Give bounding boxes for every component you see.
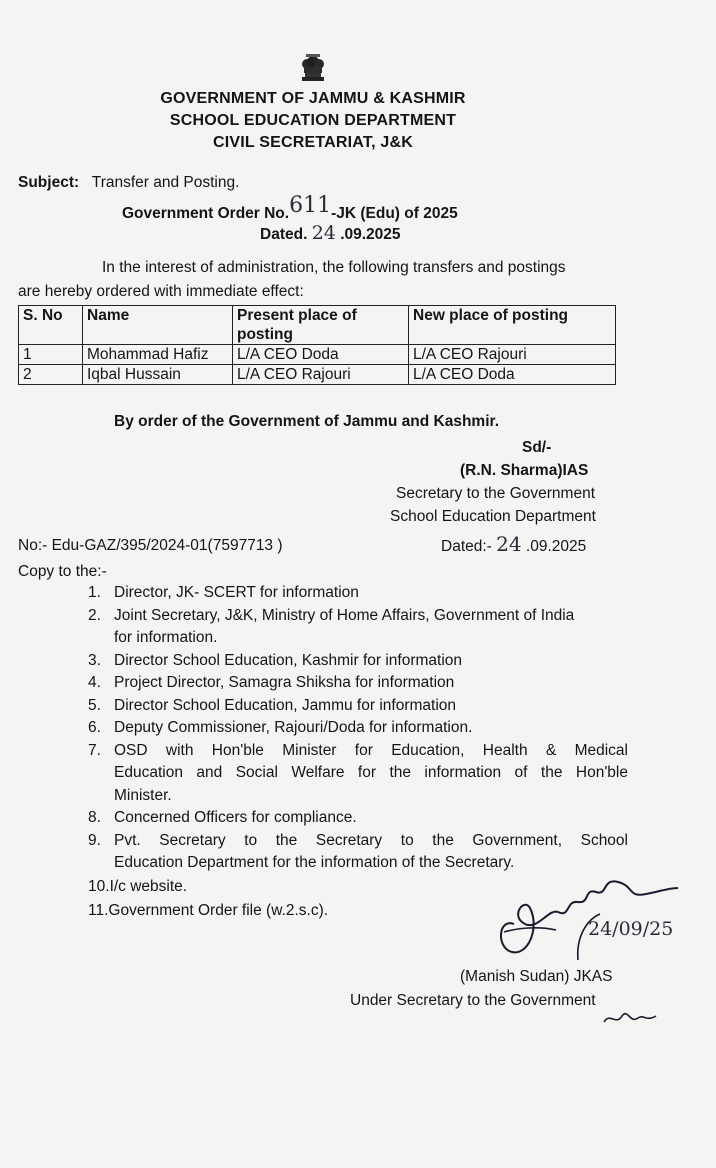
list-item-text: Deputy Commissioner, Rajouri/Doda for information.	[114, 719, 473, 736]
header-line-3: CIVIL SECRETARIAT, J&K	[213, 134, 413, 151]
list-item-text: Education and Social Welfare for the information of the Hon'ble	[114, 764, 628, 781]
col-header-sno: S. No	[19, 306, 83, 345]
copy-to-heading: Copy to the:-	[18, 563, 107, 580]
header-line-1: GOVERNMENT OF JAMMU & KASHMIR	[160, 90, 466, 107]
list-item-text: for information.	[114, 629, 218, 646]
subject	[18, 174, 239, 192]
list-item-text: Joint Secretary, J&K, Ministry of Home Affairs, Government of India	[114, 606, 575, 624]
list-item	[88, 717, 628, 740]
order-dated-prefix: Dated.	[260, 226, 308, 243]
table-row	[19, 365, 616, 385]
cell-present-posting: L/A CEO Doda	[233, 345, 409, 365]
list-item	[88, 807, 628, 830]
list-item-number: 9.	[88, 831, 101, 849]
cell-sno: 1	[19, 345, 83, 365]
col-header-name: Name	[83, 306, 233, 345]
list-item-number: 8.	[88, 809, 101, 826]
transfer-table	[18, 305, 616, 385]
list-item-number: 3.	[88, 651, 101, 669]
col-header-new-posting: New place of posting	[409, 306, 616, 345]
signatory-name: (R.N. Sharma)IAS	[460, 462, 589, 479]
header-line-2: SCHOOL EDUCATION DEPARTMENT	[169, 112, 457, 129]
list-item	[88, 740, 628, 808]
list-item-text: Director School Education, Jammu for information	[114, 696, 457, 714]
list-item	[88, 605, 628, 650]
col-header-present-posting: Present place of posting	[233, 306, 409, 345]
list-item-text: Director School Education, Kashmir for information	[114, 651, 463, 669]
signatory-sd: Sd/-	[522, 439, 552, 456]
list-item-number: 1.	[88, 584, 101, 601]
under-secretary-designation: Under Secretary to the Government	[350, 992, 596, 1009]
by-order-line: By order of the Government of Jammu and Kashmir.	[114, 413, 499, 430]
signatory-date	[441, 532, 586, 556]
list-item	[88, 695, 628, 718]
subject-text: Transfer and Posting.	[91, 174, 240, 191]
cell-name: Mohammad Hafiz	[83, 345, 233, 365]
cell-new-posting: L/A CEO Doda	[409, 365, 616, 385]
national-emblem-icon	[296, 50, 330, 84]
list-item-text: Minister.	[114, 786, 172, 804]
list-item	[88, 902, 328, 920]
order-suffix: -JK (Edu) of 2025	[331, 205, 458, 222]
list-item-text: Project Director, Samagra Shiksha for information	[114, 674, 455, 691]
list-item-number: 5.	[88, 696, 101, 714]
list-item-number: 7.	[88, 741, 101, 759]
order-number-line	[122, 193, 458, 224]
list-item	[88, 650, 628, 673]
cell-sno: 2	[19, 365, 83, 385]
intro-line-2: are hereby ordered with immediate effect:	[18, 283, 304, 300]
list-item-text: Pvt. Secretary to the Secretary to the Government, School	[114, 831, 628, 849]
copy-to-list	[88, 582, 628, 875]
signatory-dated-suffix: .09.2025	[525, 538, 587, 555]
list-item-text: Government Order file (w.2.s.c).	[108, 902, 329, 919]
intro-line-1: In the interest of administration, the following transfers and postings	[102, 259, 566, 276]
handwritten-initial-icon	[600, 1004, 660, 1030]
list-item-number: 6.	[88, 719, 101, 736]
reference-number: No:- Edu-GAZ/395/2024-01(7597713 )	[18, 537, 283, 554]
signatory-department: School Education Department	[390, 508, 596, 525]
order-date-line	[260, 222, 401, 244]
signatory-designation: Secretary to the Government	[396, 485, 596, 502]
order-dated-suffix: .09.2025	[340, 226, 401, 243]
list-item	[88, 878, 187, 896]
order-dated-day-handwritten: 24	[311, 222, 336, 244]
subject-label: Subject:	[18, 174, 80, 191]
list-item-text: Director, JK- SCERT for information	[114, 584, 359, 601]
list-item-number: 2.	[88, 606, 101, 624]
table-row	[19, 345, 616, 365]
list-item-number: 11.	[88, 902, 109, 919]
list-item-text: Education Department for the information of the Secretary.	[114, 854, 515, 871]
table-header-row	[19, 306, 616, 345]
list-item-number: 4.	[88, 674, 101, 691]
list-item-text: OSD with Hon'ble Minister for Education, Health & Medical	[114, 741, 628, 759]
list-item-text: Concerned Officers for compliance.	[114, 809, 357, 826]
cell-new-posting: L/A CEO Rajouri	[409, 345, 616, 365]
signatory-dated-prefix: Dated:-	[441, 538, 492, 555]
list-item-text: I/c website.	[109, 878, 188, 895]
handwritten-sign-date: 24/09/25	[588, 918, 674, 940]
list-item-number: 10.	[88, 878, 110, 895]
signatory-dated-day-handwritten: 24	[496, 532, 522, 556]
order-number-handwritten: 611	[289, 193, 332, 218]
list-item	[88, 672, 628, 695]
under-secretary-name: (Manish Sudan) JKAS	[460, 968, 613, 985]
list-item	[88, 582, 628, 605]
order-prefix: Government Order No.	[122, 205, 290, 222]
cell-present-posting: L/A CEO Rajouri	[233, 365, 409, 385]
cell-name: Iqbal Hussain	[83, 365, 233, 385]
